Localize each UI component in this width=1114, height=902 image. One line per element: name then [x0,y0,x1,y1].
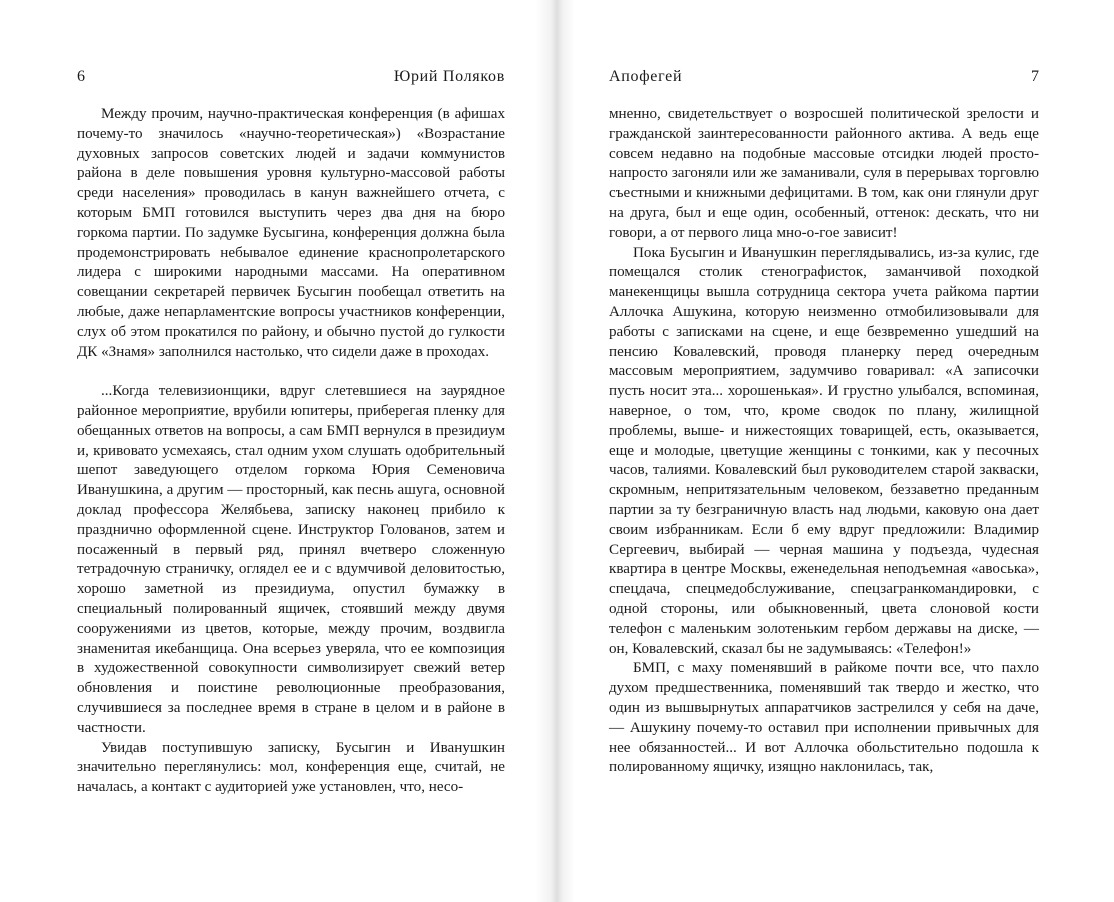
paragraph: ...Когда телевизионщики, вдруг слетевшиеся на заурядное районное мероприятие, врубили юпитеры, приберегая пленку для обещанных ответов на вопросы, а сам БМП вернулся в президиум и, кривовато усмехаясь, стал одним ухом слушать одобрительный шепот заведующего отделом горкома Юрия Семеновича Иванушкина, а другим — просторный, как песнь ашуга, основной доклад профессора Желябьева, записку наконец прибило к празднично оформленной сцене. Инструктор Голованов, затем и посаженный в первый ряд, принял вчетверо сложенную тетрадочную страничку, оглядел ее и с вдумчивой деловитостью, хорошо заметной из президиума, опустил бумажку в специальный полированный ящичек, стоявший между двумя сооружениями из цветов, которые, между прочим, воздвигла знаменитая икебанщица. Она всерьез уверяла, что ее композиция в художественной совокупности символизирует свежий ветер обновления и поистине революционные преобразования, случившиеся за последнее время в стране в целом и в районе в частности. [77,383,505,736]
left-page-header [77,66,505,88]
paragraph: Увидав поступившую записку, Бусыгин и Иванушкин значительно переглянулись: мол, конференция еще, считай, не началась, а контакт с аудиторией уже установлен, что, несо- [77,739,505,796]
paragraph: Между прочим, научно-практическая конференция (в афишах почему-то значилось «научно-теоретическая») «Возрастание духовных запросов советских людей и задачи коммунистов района в деле повышения уровня культурно-массовой работы среди населения» проводилась в канун важнейшего отчета, с которым БМП готовился выступить через два дня на бюро горкома партии. По задумке Бусыгина, конференция должна была продемонстрировать небывалое единение краснопролетарского лидера с широкими народными массами. На оперативном совещании секретарей первичек Бусыгин пообещал ответить на любые, даже непарламентские вопросы участников конференции, слух об этом прокатился по району, и обычно пустой до гулкости ДК «Знамя» заполнился настолько, что сидели даже в проходах. [77,106,505,360]
book-gutter-shadow [535,0,575,902]
paragraph: БМП, с маху поменявший в райкоме почти все, что пахло духом предшественника, поменявший так твердо и жестко, что один из вышвырнутых аппаратчиков застрелился у себя на даче, — Ашукину почему-то оставил при исполнении привычных для нее обязанностей... И вот Аллочка обольстительно подошла к полированному ящичку, изящно наклонилась, так, [609,660,1039,776]
left-page-number: 6 [77,68,85,85]
left-running-head-author: Юрий Поляков [393,68,505,85]
right-page-number: 7 [1031,68,1039,85]
right-page-header [609,66,1039,88]
right-page-body [609,105,1039,778]
paragraph: мненно, свидетельствует о возросшей политической зрелости и гражданской заинтересованности районного актива. А ведь еще совсем недавно на подобные массовые отсидки людей просто-напросто загоняли или же заманивали, суля в перерывах торговлю съестными и книжными дефицитами. В том, как они глянули друг на друга, был и еще один, особенный, оттенок: дескать, что ни говори, а от первого лица мно-о-гое зависит! [609,106,1039,241]
paragraph: Пока Бусыгин и Иванушкин переглядывались, из-за кулис, где помещался столик стенографисток, заманчивой походкой манекенщицы вышла сотрудница сектора учета райкома партии Аллочка Ашукина, которую неизменно отмобилизовывали для работы с записками на сцене, и еще безвременно ушедший на пенсию Ковалевский, проводя планерку перед очередным массовым мероприятием, задумчиво говаривал: «А записочки пусть носит эта... хорошенькая». И грустно улыбался, вспоминая, наверное, о том, что, кроме сводок по плану, жилищной проблемы, выше- и нижестоящих товарищей, есть, оказывается, еще и молодые, цветущие женщины с тонкими, как у песочных часов, талиями. Ковалевский был руководителем старой закваски, скромным, непритязательным человеком, беззаветно преданным партии за ту безграничную власть над людьми, каковую она дает своим избранникам. Если б ему вдруг предложили: Владимир Сергеевич, выбирай — черная машина у подъезда, чудесная квартира в центре Москвы, еженедельная неподъемная «авоська», спецдача, спецмедобслуживание, спецзагранкомандировки, с одной стороны, или обыкновенный, цвета слоновой кости телефон с маленьким золотеньким гербом державы на диске, — он, Ковалевский, сказал бы не задумываясь: «Телефон!» [609,244,1039,657]
right-running-head-title: Апофегей [609,68,683,85]
left-page-body [77,105,505,798]
